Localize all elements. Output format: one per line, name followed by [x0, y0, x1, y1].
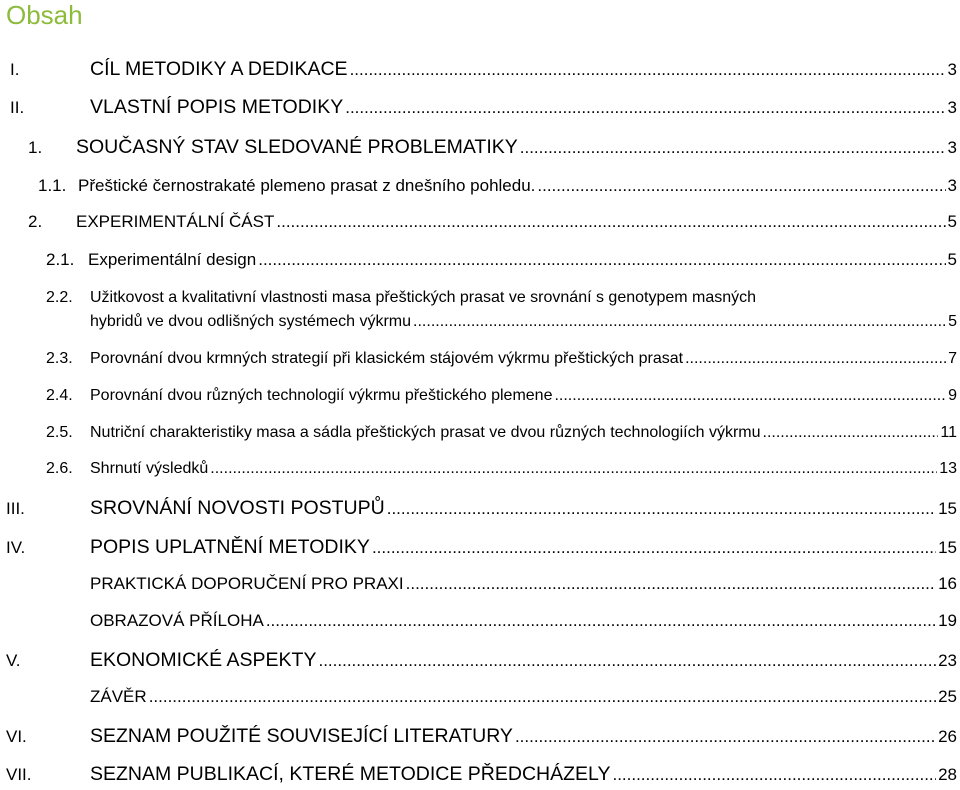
toc-entry-8[interactable]: [46, 350, 957, 368]
entry-number: II.: [10, 98, 25, 117]
toc-entry-17[interactable]: [90, 687, 957, 707]
entry-page: 16: [938, 574, 957, 593]
entry-page: 15: [938, 538, 957, 557]
entry-number: 2.5.: [46, 424, 73, 441]
toc-entry-12[interactable]: [6, 497, 957, 520]
toc-entry-13[interactable]: [6, 536, 957, 559]
entry-title: CÍL METODIKY A DEDIKACE: [90, 58, 348, 80]
entry-title: ZÁVĚR: [90, 687, 147, 706]
entry-title: OBRAZOVÁ PŘÍLOHA: [90, 611, 264, 630]
entry-number: VI.: [6, 727, 27, 746]
entry-title: SROVNÁNÍ NOVOSTI POSTUPŮ: [90, 497, 385, 519]
entry-number: 2.6.: [46, 460, 73, 477]
entry-number: 2.4.: [46, 387, 73, 404]
toc-entry-11[interactable]: [46, 460, 957, 478]
dot-leader: [149, 687, 936, 707]
entry-title: PRAKTICKÁ DOPORUČENÍ PRO PRAXI: [90, 574, 404, 593]
dot-leader: [372, 538, 936, 558]
dot-leader: [413, 313, 946, 331]
entry-page: 5: [947, 212, 957, 231]
entry-page: 3: [947, 138, 957, 157]
entry-number: 2.2.: [46, 289, 73, 306]
toc-entry-18[interactable]: [6, 725, 957, 748]
entry-title: Užitkovost a kvalitativní vlastnosti masa přeštických prasat ve srovnání s genotypem masných: [90, 289, 757, 306]
entry-title: SOUČASNÝ STAV SLEDOVANÉ PROBLEMATIKY: [76, 136, 518, 158]
dot-leader: [406, 574, 936, 594]
entry-page: 7: [948, 350, 957, 367]
toc-entry-10[interactable]: [46, 424, 957, 442]
entry-number: 1.1.: [38, 176, 67, 195]
toc-entry-16[interactable]: [6, 649, 957, 672]
entry-page: 3: [947, 176, 957, 195]
dot-leader: [318, 651, 936, 671]
entry-page: 13: [939, 460, 957, 477]
toc-entry-19[interactable]: [6, 763, 957, 786]
dot-leader: [210, 460, 937, 478]
toc-entry-15[interactable]: [90, 611, 957, 631]
entry-page: 25: [938, 687, 957, 706]
entry-number: 1.: [28, 138, 43, 157]
entry-title: Shrnutí výsledků: [90, 460, 209, 477]
entry-number: IV.: [6, 538, 26, 557]
dot-leader: [763, 424, 939, 442]
toc-entry-1[interactable]: [10, 58, 957, 81]
toc-entry-4[interactable]: [38, 176, 957, 196]
toc-entry-6[interactable]: [46, 250, 957, 270]
entry-page: 23: [938, 651, 957, 670]
dot-leader: [554, 387, 946, 405]
dot-leader: [537, 176, 945, 196]
entry-page: 3: [947, 60, 957, 79]
entry-title: VLASTNÍ POPIS METODIKY: [90, 96, 344, 118]
entry-number: VII.: [6, 765, 32, 784]
toc-heading: Obsah: [6, 0, 83, 30]
entry-page: 26: [938, 727, 957, 746]
toc-entry-7[interactable]: [46, 289, 957, 331]
entry-title: Porovnání dvou různých technologií výkrmu přeštického plemene: [90, 387, 553, 404]
dot-leader: [387, 499, 936, 519]
dot-leader: [685, 350, 946, 368]
entry-title: POPIS UPLATNĚNÍ METODIKY: [90, 536, 370, 558]
entry-title: EKONOMICKÉ ASPEKTY: [90, 649, 317, 671]
entry-title: SEZNAM POUŽITÉ SOUVISEJÍCÍ LITERATURY: [90, 725, 513, 747]
entry-title: Porovnání dvou krmných strategií při klasickém stájovém výkrmu přeštických prasat: [90, 350, 684, 367]
toc-entry-5[interactable]: [28, 212, 957, 232]
entry-page: 3: [947, 98, 957, 117]
entry-page: 5: [948, 313, 957, 330]
toc-entry-3[interactable]: [28, 136, 957, 159]
entry-page: 15: [938, 499, 957, 518]
entry-title: SEZNAM PUBLIKACÍ, KTERÉ METODICE PŘEDCHÁZELY: [90, 763, 611, 785]
dot-leader: [520, 138, 946, 158]
entry-title: EXPERIMENTÁLNÍ ČÁST: [76, 212, 275, 231]
entry-title: Přeštické černostrakaté plemeno prasat z dnešního pohledu.: [78, 176, 536, 195]
entry-page: 9: [948, 387, 957, 404]
entry-number: 2.: [28, 212, 43, 231]
dot-leader: [258, 250, 945, 270]
dot-leader: [345, 98, 945, 118]
entry-number: III.: [6, 499, 25, 518]
dot-leader: [276, 212, 945, 232]
entry-page: 19: [938, 611, 957, 630]
entry-number: 2.1.: [46, 250, 75, 269]
entry-page: 5: [947, 250, 957, 269]
toc-entry-2[interactable]: [10, 96, 957, 119]
entry-title-continued: hybridů ve dvou odlišných systémech výkrmu: [90, 313, 412, 330]
dot-leader: [612, 765, 936, 785]
dot-leader: [515, 727, 936, 747]
toc-entry-14[interactable]: [90, 574, 957, 594]
entry-number: V.: [6, 651, 21, 670]
entry-title: Nutriční charakteristiky masa a sádla přeštických prasat ve dvou různých technologiích výkrmu: [90, 424, 761, 441]
dot-leader: [350, 60, 946, 80]
toc-entry-9[interactable]: [46, 387, 957, 405]
entry-title: Experimentální design: [88, 250, 257, 269]
entry-page: 11: [940, 424, 957, 441]
entry-page: 28: [938, 765, 957, 784]
entry-number: 2.3.: [46, 350, 73, 367]
entry-number: I.: [10, 60, 20, 79]
dot-leader: [266, 611, 936, 631]
